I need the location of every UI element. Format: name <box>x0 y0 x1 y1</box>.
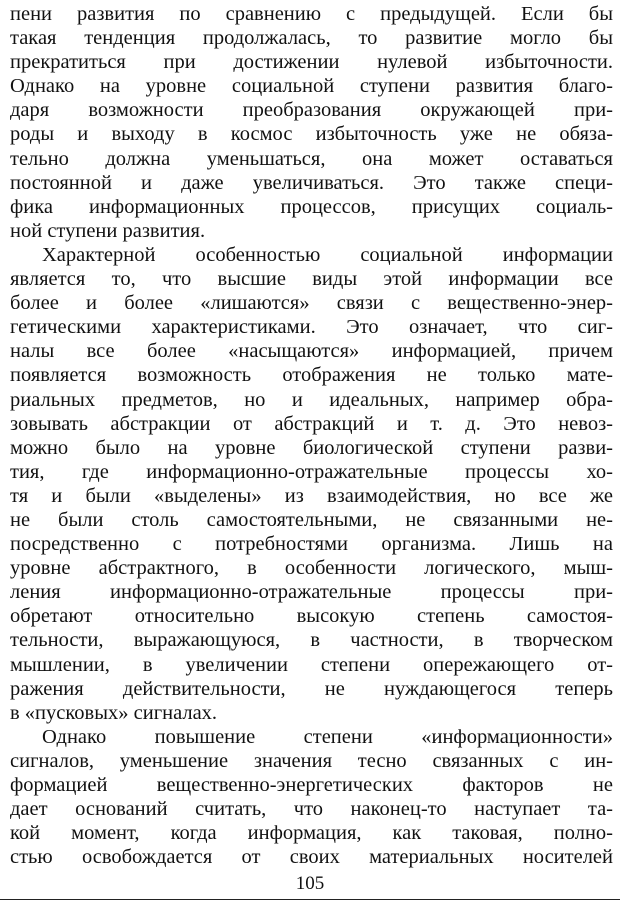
text-line: даря возможности преобразования окружающей при- <box>10 99 613 122</box>
text-line: уровне абстрактного, в особенности логического, мыш- <box>10 557 613 580</box>
text-line: тельности, выражающуюся, в частности, в творческом <box>10 629 613 652</box>
text-line: мышлении, в увеличении степени опережающего от- <box>10 653 613 676</box>
body-text <box>10 2 613 869</box>
text-line: стью освобождается от своих материальных носителей <box>10 846 613 869</box>
text-line: такая тенденция продолжалась, то развитие могло бы <box>10 27 613 50</box>
footer-rule <box>0 899 620 900</box>
text-line: Характерной особенностью социальной информации <box>42 243 613 266</box>
paragraph <box>10 725 613 870</box>
text-line: налы все более «насыщаются» информацией, причем <box>10 340 613 363</box>
text-line: ражения действительности, не нуждающегося теперь <box>10 677 613 700</box>
text-line: фика информационных процессов, присущих социаль- <box>10 195 613 218</box>
text-line: прекратиться при достижении нулевой избыточности. <box>10 51 613 74</box>
text-line: формацией вещественно-энергетических факторов не <box>10 774 613 796</box>
text-line: постоянной и даже увеличиваться. Это также специ- <box>10 171 613 194</box>
text-line: обретают относительно высокую степень самостоя- <box>10 605 613 628</box>
text-line: зовывать абстракции от абстракций и т. д. Это невоз- <box>10 412 613 435</box>
text-line: не были столь самостоятельными, не связанными не- <box>10 508 613 531</box>
text-line: можно было на уровне биологической ступени разви- <box>10 436 613 459</box>
text-line: риальных предметов, но и идеальных, например обра- <box>10 388 613 411</box>
text-line: является то, что высшие виды этой информации все <box>10 268 613 291</box>
page-number: 105 <box>295 873 325 894</box>
text-line: Однако повышение степени «информационности» <box>42 725 613 748</box>
text-line: роды и выходу в космос избыточность уже не обяза- <box>10 123 613 146</box>
text-line: более и более «лишаются» связи с вещественно-энер- <box>10 292 613 315</box>
paragraph <box>10 243 613 725</box>
text-line: сигналов, уменьшение значения тесно связанных с ин- <box>10 749 613 772</box>
text-line: Однако на уровне социальной ступени развития благо- <box>10 75 613 98</box>
text-line: в «пусковых» сигналах. <box>10 701 218 724</box>
text-line: кой момент, когда информация, как таковая, полно- <box>10 822 613 845</box>
text-line: пени развития по сравнению с предыдущей. Если бы <box>10 3 613 25</box>
paragraph <box>10 2 613 243</box>
text-line: тия, где информационно-отражательные процессы хо- <box>10 460 613 483</box>
text-line: появляется возможность отображения не только мате- <box>10 364 613 387</box>
text-line: ной ступени развития. <box>10 219 206 242</box>
text-line: гетическими характеристиками. Это означает, что сиг- <box>10 316 613 339</box>
text-line: тя и были «выделены» из взаимодействия, но все же <box>10 484 613 507</box>
text-line: ления информационно-отражательные процессы при- <box>10 581 613 604</box>
text-line: посредственно с потребностями организма. Лишь на <box>10 533 613 556</box>
text-line: дает оснований считать, что наконец-то наступает та- <box>10 798 613 821</box>
text-line: тельно должна уменьшаться, она может оставаться <box>10 147 613 170</box>
